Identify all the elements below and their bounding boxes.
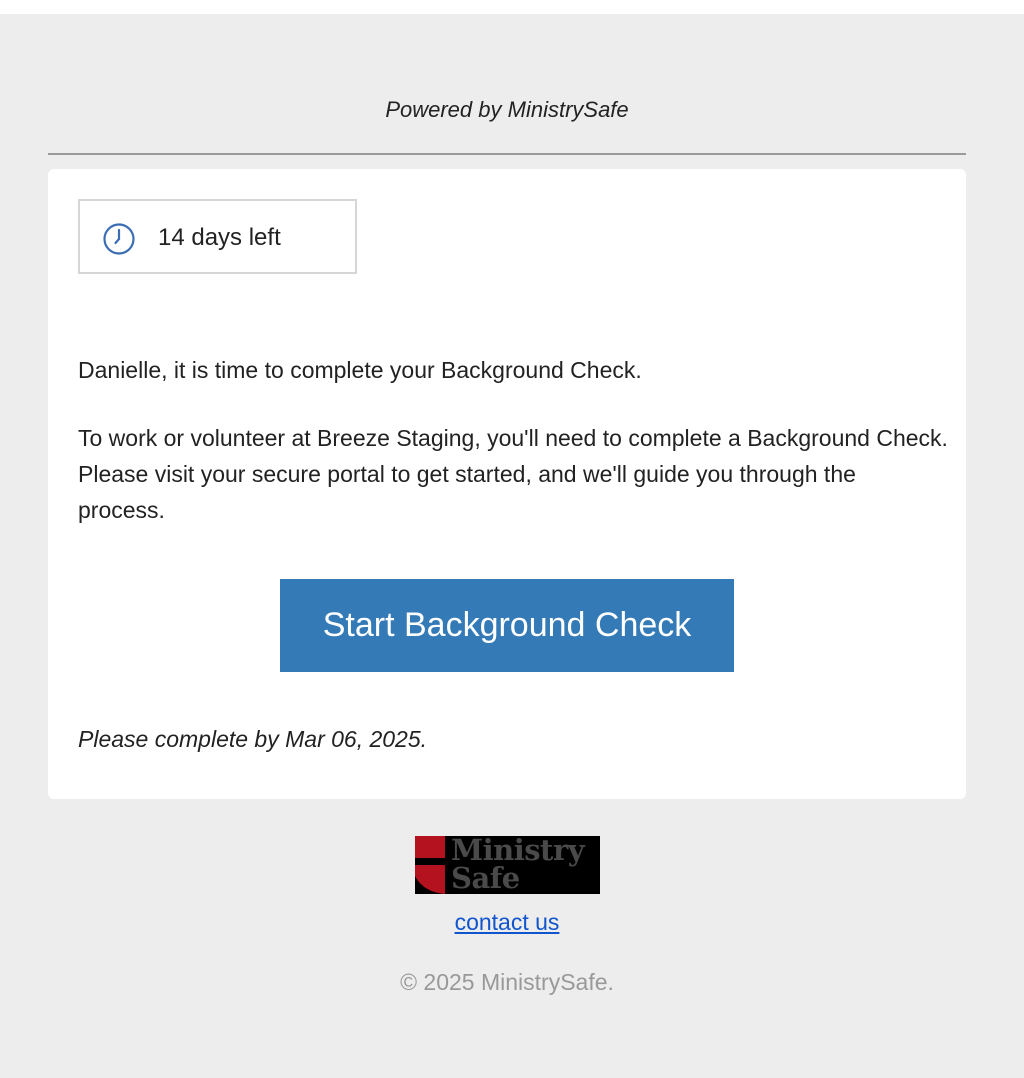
- greeting-text: Danielle, it is time to complete your Background Check.: [78, 357, 642, 383]
- logo-wordmark: [451, 836, 584, 892]
- due-date-text: Please complete by Mar 06, 2025.: [78, 726, 428, 752]
- copyright-text: © 2025 MinistrySafe.: [400, 969, 614, 995]
- header-divider: [48, 153, 966, 155]
- shield-logo-mark: [415, 836, 445, 894]
- logo-line-ministry: Ministry: [451, 836, 585, 867]
- email-background: [0, 14, 1024, 1078]
- powered-by-text: Powered by MinistrySafe: [385, 97, 629, 122]
- start-background-check-button[interactable]: Start Background Check: [280, 579, 734, 672]
- clock-icon: [102, 222, 136, 256]
- instructions-text: To work or volunteer at Breeze Staging, you'll need to complete a Background Check. Please visit your secure portal to get started, and we'll guide you through the process.: [78, 425, 948, 523]
- message-card: [48, 169, 966, 799]
- contact-us-link[interactable]: contact us: [454, 909, 560, 935]
- ministrysafe-logo: [415, 836, 600, 894]
- deadline-badge: [78, 199, 357, 274]
- days-left-text: 14 days left: [158, 224, 281, 251]
- logo-line-safe: Safe: [451, 861, 520, 894]
